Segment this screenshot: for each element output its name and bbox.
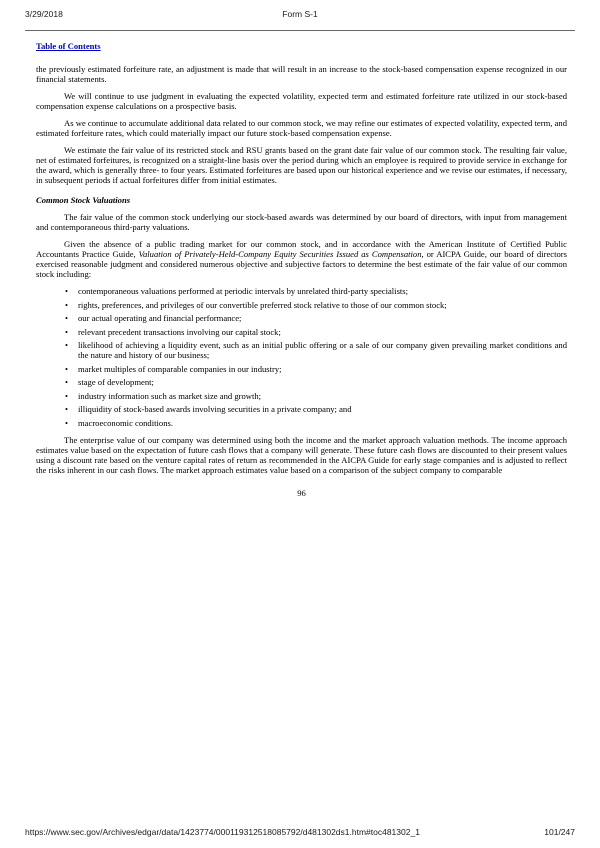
paragraph-enterprise-value: The enterprise value of our company was determined using both the income and the market approach valuation methods. The income approach estimates value based on the expectation of future cash flows that a company will generate. These future cash flows are discounted to their present values using a discount rate based on the venture capital rates of return as recommended in the AICPA Guide for early stage companies and is adjusted to reflect the risks inherent in our cash flows. The market approach estimates value based on a comparison of the subject company to comparable — [36, 434, 567, 475]
print-header-date: 3/29/2018 — [25, 9, 63, 19]
bullet-icon: • — [65, 299, 69, 310]
aicpa-guide-title: Valuation of Privately-Held-Company Equity Securities Issued as Compensation — [138, 249, 422, 259]
paragraph-aicpa-guide — [36, 239, 567, 279]
bullet-icon: • — [65, 286, 69, 296]
print-footer — [25, 827, 575, 837]
list-item: • likelihood of achieving a liquidity event, such as an initial public offering or a sale of our company given prevailing market conditions and the nature and history of our business; — [65, 340, 567, 360]
list-item: • macroeconomic conditions. — [65, 417, 173, 428]
list-item: • industry information such as market size and growth; — [65, 390, 262, 401]
print-footer-url: https://www.sec.gov/Archives/edgar/data/1423774/000119312518085792/d481302ds1.htm#toc481302_1 — [25, 827, 420, 837]
paragraph-judgment: We will continue to use judgment in evaluating the expected volatility, expected term and estimated forfeiture rate utilized in our stock-based compensation expense calculations on a prospective basis. — [36, 91, 567, 111]
paragraph-accumulate-data: As we continue to accumulate additional data related to our common stock, we may refine our estimates of expected volatility, expected term, and estimated forfeiture rates, which could materially impact our future stock-based compensation expense. — [36, 118, 567, 138]
document-body — [36, 41, 567, 498]
bullet-icon: • — [65, 404, 69, 414]
bullet-icon: • — [65, 313, 69, 323]
list-item: • stage of development; — [65, 377, 154, 387]
list-item: • relevant precedent transactions involving our capital stock; — [65, 326, 281, 337]
document-page-number: 96 — [297, 487, 306, 498]
section-heading-common-stock-valuations: Common Stock Valuations — [36, 195, 131, 205]
aicpa-text-lead: Given the absence of a public trading market for our common stock, and in accordance with the American Institute of Certified Public Accountants Practice Guide, — [36, 239, 567, 259]
bullet-icon: • — [65, 377, 69, 387]
paragraph-fair-value-estimate: We estimate the fair value of its restricted stock and RSU grants based on the grant date fair value of our common stock. The resulting fair value, net of estimated forfeitures, is recognized on a straight-line basis over the period during which an employee is required to provide service in exchange for the award, which is generally three- to four years. Estimated forfeitures are based upon our historical experience and we revise our estimates, if necessary, in subsequent periods if actual forfeitures differ from initial estimates. — [36, 145, 567, 185]
header-divider — [25, 30, 575, 31]
list-item: • our actual operating and financial performance; — [65, 313, 242, 323]
print-header — [25, 9, 575, 21]
bullet-icon: • — [65, 417, 69, 428]
print-header-title: Form S-1 — [282, 9, 318, 19]
bullet-icon: • — [65, 340, 69, 350]
bullet-icon: • — [65, 390, 69, 401]
bullet-icon: • — [65, 326, 69, 337]
list-item: • market multiples of comparable companies in our industry; — [65, 363, 282, 374]
valuation-factors-list — [36, 286, 567, 428]
list-item: • rights, preferences, and privileges of our convertible preferred stock relative to those of our common stock; — [65, 299, 447, 310]
paragraph-forfeiture-adjustment: the previously estimated forfeiture rate, an adjustment is made that will result in an increase to the stock-based compensation expense recognized in our financial statements. — [36, 64, 567, 84]
aicpa-text-trail: , or AICPA Guide, our board of directors exercised reasonable judgment and considered numerous objective and subjective factors to determine the best estimate of the fair value of our common stock including: — [36, 249, 567, 279]
table-of-contents-link[interactable]: Table of Contents — [36, 41, 101, 51]
list-item: • illiquidity of stock-based awards involving securities in a private company; and — [65, 404, 352, 414]
print-footer-page-count: 101/247 — [544, 827, 575, 837]
list-item: • contemporaneous valuations performed at periodic intervals by unrelated third-party specialists; — [65, 286, 409, 296]
bullet-icon: • — [65, 363, 69, 374]
paragraph-board-valuation: The fair value of the common stock underlying our stock-based awards was determined by our board of directors, with input from management and contemporaneous third-party valuations. — [36, 212, 567, 232]
